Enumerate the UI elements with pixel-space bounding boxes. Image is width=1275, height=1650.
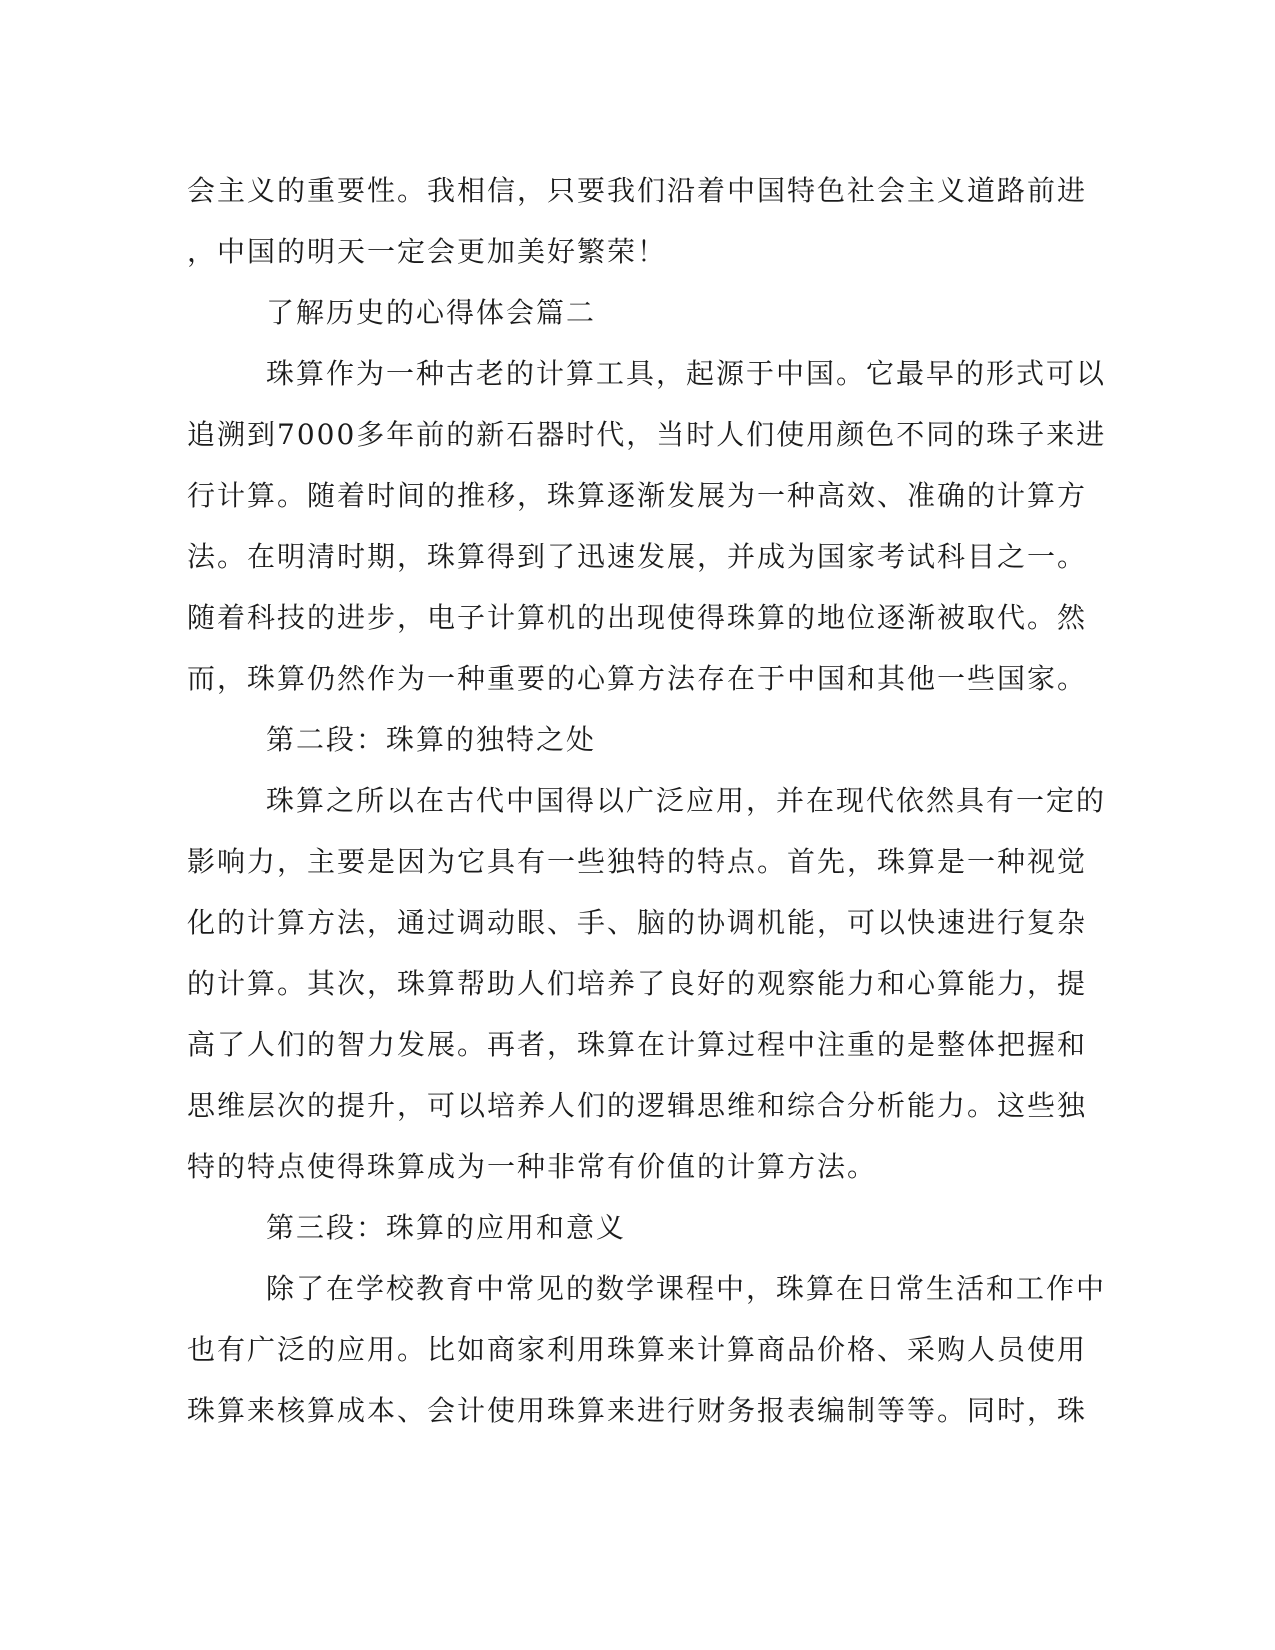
text-line: 化的计算方法，通过调动眼、手、脑的协调机能，可以快速进行复杂 — [187, 906, 1088, 939]
section-heading: 第三段：珠算的应用和意义 — [266, 1211, 627, 1244]
text-line: 法。在明清时期，珠算得到了迅速发展，并成为国家考试科目之一。 — [187, 540, 1088, 573]
text-line: 也有广泛的应用。比如商家利用珠算来计算商品价格、采购人员使用 — [187, 1333, 1088, 1366]
text-line: 而，珠算仍然作为一种重要的心算方法存在于中国和其他一些国家。 — [187, 662, 1088, 695]
section-heading: 了解历史的心得体会篇二 — [266, 296, 597, 329]
section-heading: 第二段：珠算的独特之处 — [266, 723, 597, 756]
text-line: 的计算。其次，珠算帮助人们培养了良好的观察能力和心算能力，提 — [187, 967, 1088, 1000]
text-line: 珠算来核算成本、会计使用珠算来进行财务报表编制等等。同时，珠 — [187, 1394, 1088, 1427]
text-line: 珠算作为一种古老的计算工具，起源于中国。它最早的形式可以 — [266, 357, 1107, 390]
text-line: 影响力，主要是因为它具有一些独特的特点。首先，珠算是一种视觉 — [187, 845, 1088, 878]
text-line: 思维层次的提升，可以培养人们的逻辑思维和综合分析能力。这些独 — [187, 1089, 1088, 1122]
text-line: 珠算之所以在古代中国得以广泛应用，并在现代依然具有一定的 — [266, 784, 1107, 817]
text-line: 行计算。随着时间的推移，珠算逐渐发展为一种高效、准确的计算方 — [187, 479, 1088, 512]
text-line: 随着科技的进步，电子计算机的出现使得珠算的地位逐渐被取代。然 — [187, 601, 1088, 634]
text-line: 特的特点使得珠算成为一种非常有价值的计算方法。 — [187, 1150, 878, 1183]
text-line: 追溯到7000多年前的新石器时代，当时人们使用颜色不同的珠子来进 — [187, 418, 1107, 451]
text-line: ，中国的明天一定会更加美好繁荣！ — [187, 235, 668, 268]
document-body — [187, 160, 1107, 1441]
text-line: 除了在学校教育中常见的数学课程中，珠算在日常生活和工作中 — [266, 1272, 1107, 1305]
text-line: 高了人们的智力发展。再者，珠算在计算过程中注重的是整体把握和 — [187, 1028, 1088, 1061]
text-line: 会主义的重要性。我相信，只要我们沿着中国特色社会主义道路前进 — [187, 174, 1088, 207]
